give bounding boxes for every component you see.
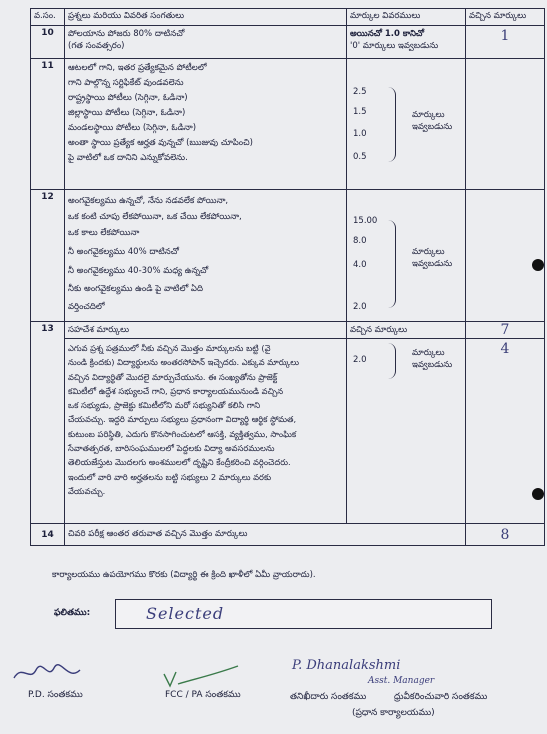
pd-signature-scribble (12, 660, 82, 684)
row-criteria: చివరి పరీక్ష ఆంతర తరువాత వచ్చిన మొత్తం మార్కులు (65, 524, 466, 546)
punch-hole-mark (532, 488, 544, 500)
awarded-value: 4 (500, 341, 510, 357)
criteria-line: పోలయాను పోజరు 80% దాటినచో (68, 29, 185, 39)
approver-signature-label: ధ్రువీకరించువారి సంతకము (394, 692, 488, 702)
checker-signature-title: Asst. Manager (368, 676, 435, 686)
scale-value: 8.0 (353, 236, 367, 246)
table-header-row (31, 9, 545, 26)
table-row (31, 524, 545, 546)
scale-value: 2.5 (353, 87, 367, 97)
scale-value: 1.5 (353, 107, 367, 117)
row-number: 14 (31, 524, 65, 546)
criteria-line: రాష్ట్రస్థాయి పోటీలు (సెగ్గినా, ఓడినా) (68, 93, 188, 103)
table-row (31, 190, 545, 322)
awarded-cell (466, 26, 545, 59)
criteria-line: ఒక సభ్యుడు, ప్రాజెక్టు కమిటీలోని మరో సభ్యునితో కలిసి గాని (68, 400, 261, 411)
row-criteria (65, 59, 347, 190)
received-header: వచ్చిన మార్కులు (347, 322, 465, 339)
result-label: ఫలితము: (54, 608, 91, 618)
header-received-marks: వచ్చిన మార్కులు (466, 9, 545, 26)
evaluation-table (30, 8, 545, 546)
table-row (31, 26, 545, 59)
office-use-note: కార్యాలయము ఉపయోగము కొరకు (విద్యార్థి ఈ క్రింది ఖాళీలో ఏమీ వ్రాయరాదు). (52, 570, 316, 580)
header-questions: ప్రశ్నలు మరియు వివరిత సంగతులు (65, 9, 347, 26)
criteria-line: ఆటలలో గాని, ఇతర ప్రత్యేకమైన పోటీలలో (68, 63, 207, 73)
scale-label: మార్కులు ఇవ్వబడును (412, 348, 453, 370)
criteria-line: ఒక కాలు లేకపోయినా (68, 228, 140, 238)
criteria-line: అంతా స్థాయి ప్రత్యేక ఆర్హత వున్నచో (ఋజువు చూపించి) (68, 138, 253, 148)
checker-signature-label: తనిఖీదారు సంతకము (290, 692, 367, 702)
pd-signature-mark (12, 660, 82, 688)
criteria-line: కుటుంబ పరిస్థితి, ఎదుగు కొనసాగించుటలో ఆసక్తి, వ్యక్తిత్వము, సాంఘిక (68, 428, 297, 439)
criteria-line: నీ అంగవైకల్యము 40-30% మధ్య ఉన్నచో (68, 266, 209, 276)
criteria-line: గాని పాల్గొన్న సర్టిఫికేట్ వుండవలెను (68, 78, 184, 88)
fcc-signature-label: FCC / PA సంతకము (165, 690, 241, 700)
awarded-value: 8 (500, 526, 510, 543)
marks-line: '0' మార్కులు ఇవ్వబడును (350, 41, 439, 51)
criteria-line: మండలస్థాయి పోటీలు (సెగ్గినా, ఓడినా) (68, 123, 197, 133)
marks-details (347, 26, 466, 59)
scale-value: 15.00 (353, 216, 378, 226)
table-row (31, 322, 545, 524)
received-value (466, 322, 544, 339)
criteria-line: చేయవచ్చు. ఇద్దరి మార్పులు సభ్యులు ప్రధానంగా విద్యార్థి ఆర్థిక స్థోమత, (68, 414, 297, 425)
office-label: (ప్రధాన కార్యాలయము) (352, 708, 435, 718)
criteria-line: ఎగువ ప్రశ్న పత్రములో నీకు వచ్చిన మొత్తం మార్కులను బట్టి (వై (68, 343, 271, 353)
row-criteria (65, 190, 347, 322)
criteria-line: జిల్లాస్థాయి పోటీలు (సెగ్గినా, ఓడినా) (68, 108, 186, 118)
pd-signature-label: P.D. సంతకము (28, 690, 83, 700)
criteria-line: అంగవైకల్యము ఉన్నచో, నేను నడవలేక పోయినా, (68, 196, 229, 206)
criteria-line: నుండి క్రిందకు) విద్యార్థులను అంతరసోపాన్ ఇచ్చెదరు. ఎక్కువ మార్కులు (68, 357, 300, 368)
criteria-line: వేయవచ్చు. (68, 485, 106, 496)
criteria-line: ఒక కంటి చూపు లేకపోయినా, ఒక చేయి లేకపోయినా, (68, 212, 242, 222)
awarded-cell (466, 524, 545, 546)
result-field (115, 599, 492, 629)
criteria-line: (గత సంవత్సరం) (68, 41, 125, 51)
scale-value: 2.0 (353, 355, 367, 365)
awarded-value-wrap (466, 339, 544, 357)
criteria-line: కమిటీలో ఉద్దేశ సభ్యులచే గాని, ప్రధాన కార్యాలయమునుండి వచ్చిన (68, 385, 284, 396)
marks-scale (347, 190, 466, 322)
scale-value: 4.0 (353, 260, 367, 270)
received-marks-value: 7 (500, 322, 510, 338)
criteria-line: సేవాతత్పరత, బారిసంఘములలో పెద్దలకు విద్యా అవసరములను (68, 443, 275, 454)
punch-hole-mark (532, 259, 544, 271)
criteria-line: నీకు అంగవైకల్యము ఉండి పై వాటిలో ఏది (68, 284, 203, 294)
scale-value: 0.5 (353, 152, 367, 162)
row-number: 13 (31, 322, 65, 524)
checker-signature-name: P. Dhanalakshmi (292, 658, 401, 673)
fcc-signature-scribble (160, 664, 240, 690)
criteria-line: వర్తించదిలో (68, 302, 105, 312)
header-serial: వ.సం. (31, 9, 65, 26)
awarded-cell (466, 59, 545, 190)
brace-mark (387, 87, 396, 162)
row-criteria (65, 26, 347, 59)
table-row (31, 59, 545, 190)
scale-value: 1.0 (353, 129, 367, 139)
criteria-line: వచ్చిన విద్యార్థితో మొదలై మార్పుచేయును. ఈ సంఖ్యతోను ప్రాజెక్ట్ (68, 371, 278, 382)
brace-mark (387, 220, 396, 308)
result-value: Selected (146, 604, 225, 623)
row-number: 12 (31, 190, 65, 322)
criteria-paragraph (65, 339, 346, 500)
criteria-line: ఇందులో వారి వారి అర్హతలను బట్టి సభ్యులు 2 మార్కులు వరకు (68, 471, 272, 482)
awarded-value: 1 (500, 28, 510, 44)
criteria-line: నీ అంగవైకల్యము 40% దాటినచో (68, 247, 179, 257)
row-criteria (65, 322, 347, 524)
row-number: 10 (31, 26, 65, 59)
marks-scale (347, 339, 465, 399)
criteria-line: తెలియజేస్తుట మొదలగు అంశములలో దృష్టిని కేంద్రీకరించి వర్గించెదరు. (68, 457, 291, 468)
header-marks-details: మార్కుల వివరములు (347, 9, 466, 26)
awarded-cell (466, 190, 545, 322)
criteria-title: సహచేశ మార్కులు (65, 322, 346, 339)
row-number: 11 (31, 59, 65, 190)
brace-mark (387, 343, 396, 379)
marks-details (347, 322, 466, 524)
criteria-line: పై వాటిలో ఒక దానిని ఎన్నుకోవలెను. (68, 153, 188, 163)
marks-line: అయినచో 1.0 కానిచో (350, 29, 425, 39)
scale-label: మార్కులు ఇవ్వబడును (412, 110, 453, 132)
scale-label: మార్కులు ఇవ్వబడును (412, 247, 453, 269)
marks-scale (347, 59, 466, 190)
scale-value: 2.0 (353, 302, 367, 312)
